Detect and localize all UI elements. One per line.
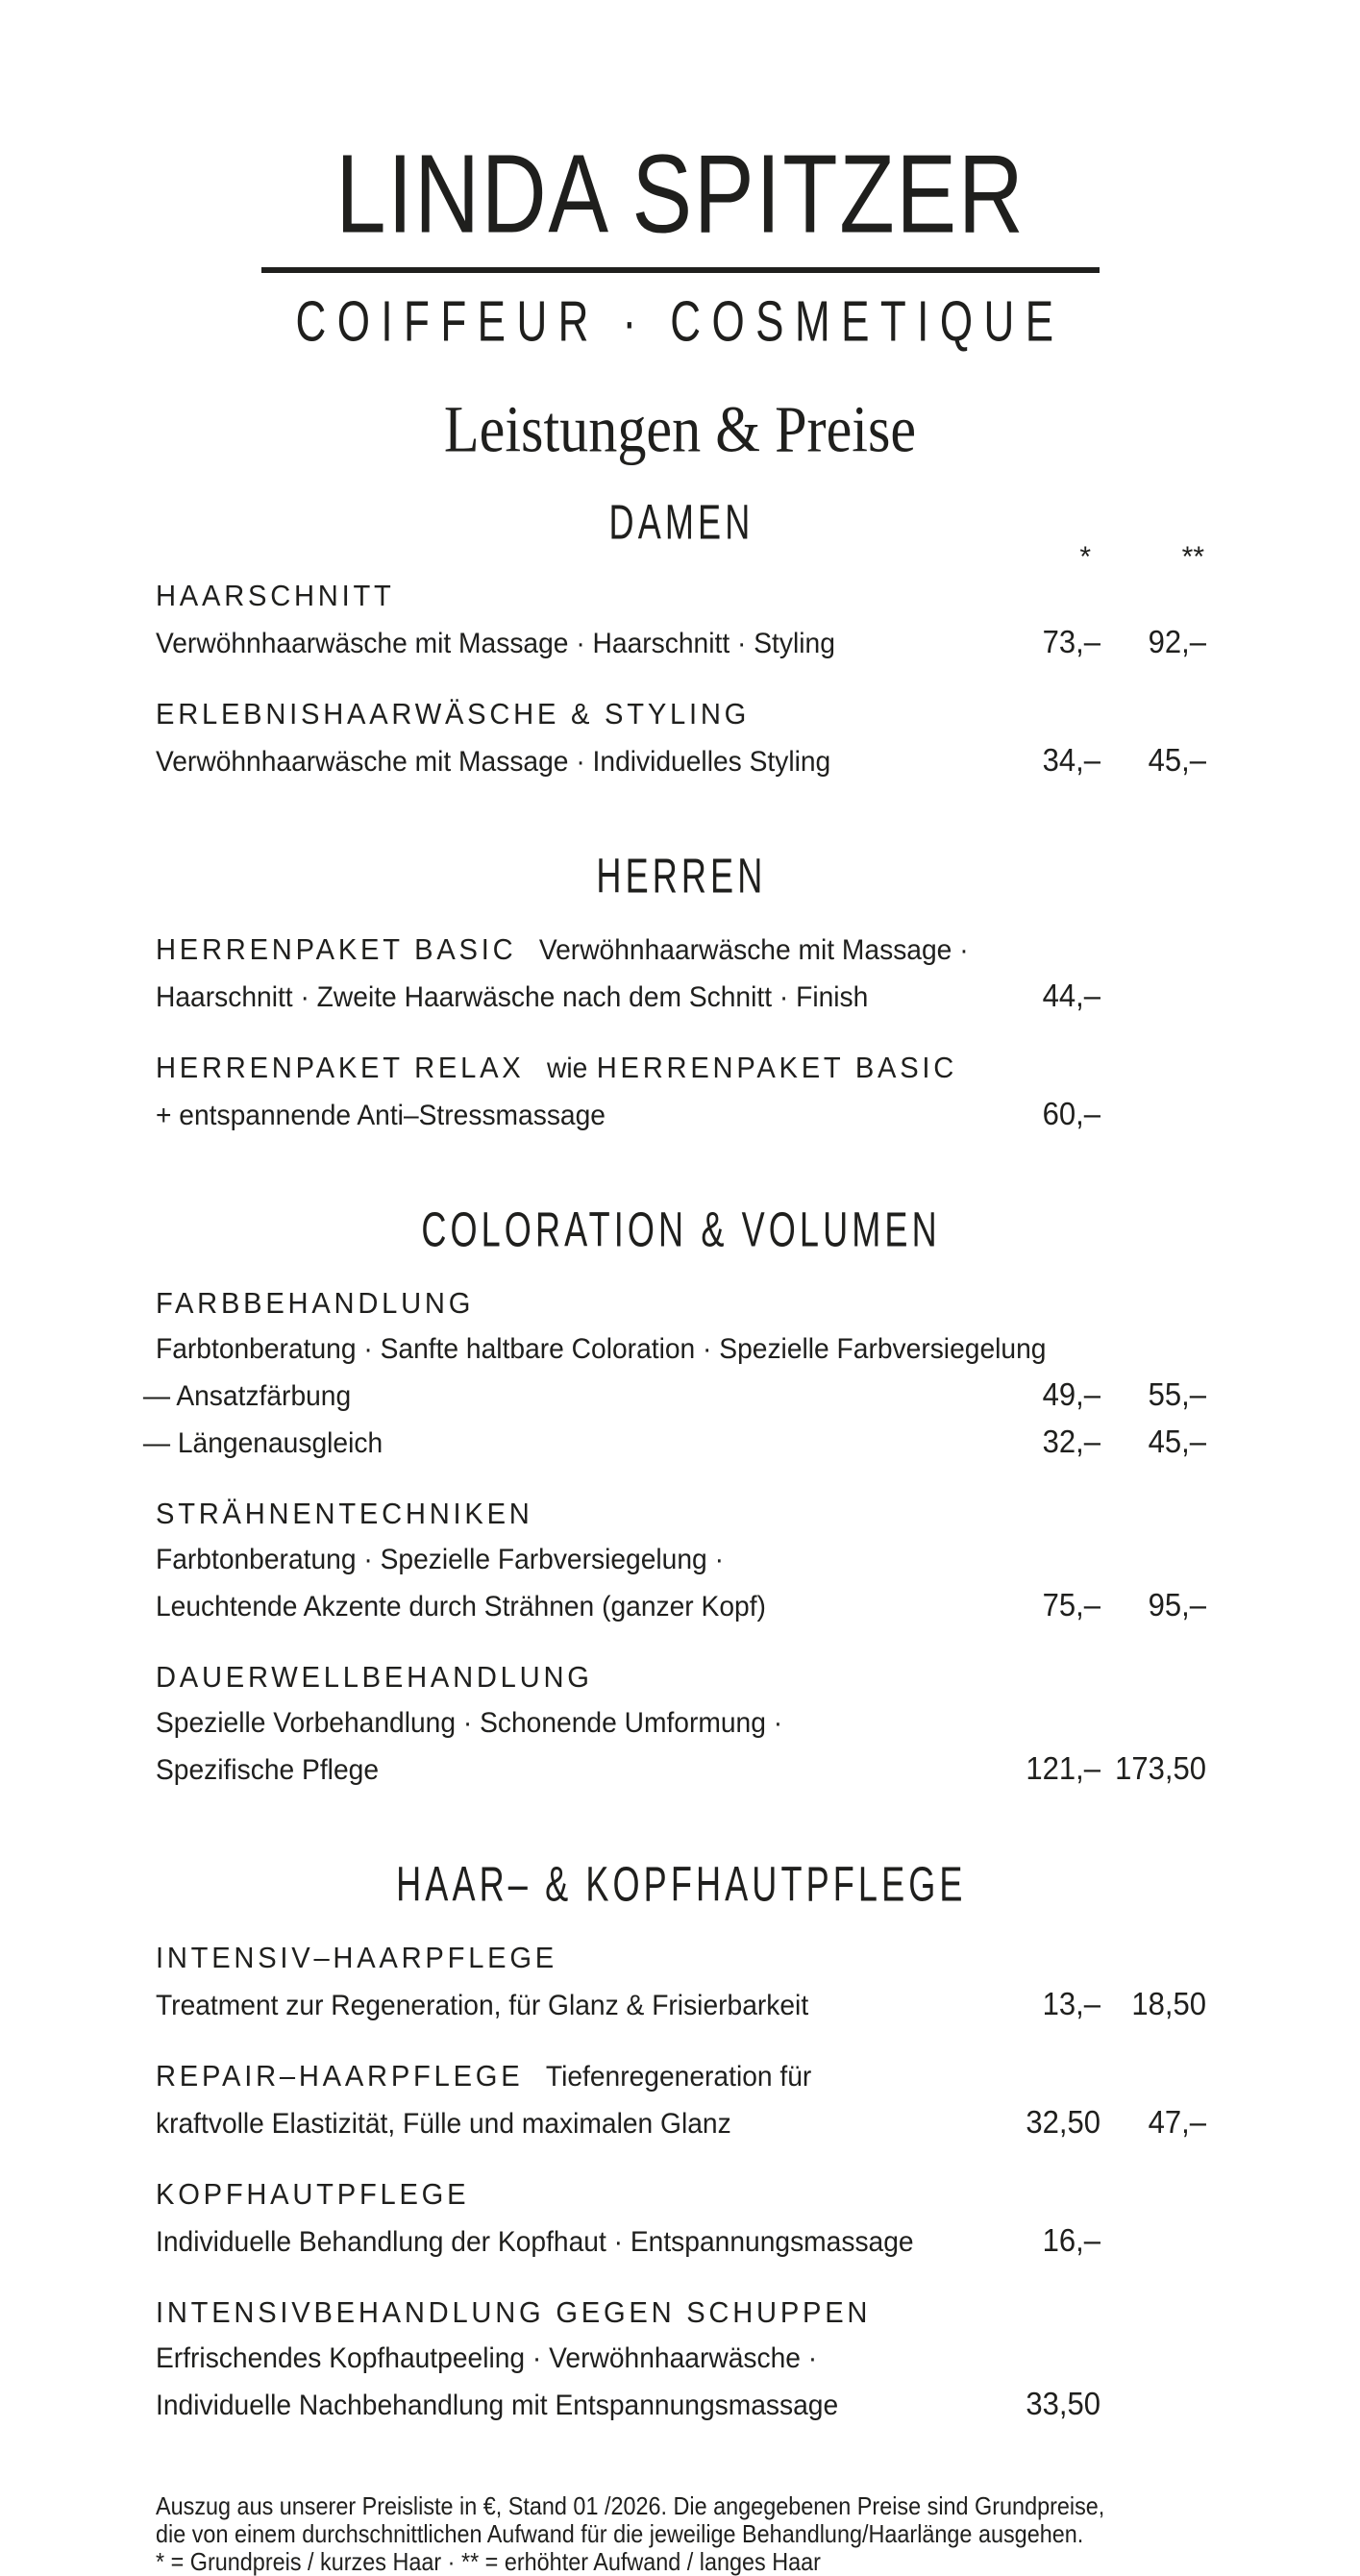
item-title-note-caps: HERRENPAKET BASIC [596, 1051, 958, 1085]
service-text-cell [156, 1703, 962, 1748]
item-title: DAUERWELLBEHANDLUNG [156, 1660, 593, 1695]
service-row [156, 2102, 1206, 2149]
service-row [156, 1494, 1206, 1540]
service-description: Treatment zur Regeneration, für Glanz & Frisierbarkeit [156, 1990, 809, 2022]
service-text-cell [156, 694, 962, 740]
brand-block [0, 0, 1360, 354]
service-text-cell [156, 1938, 962, 1984]
price-short-hair: 73,– [1042, 624, 1100, 660]
footnote-line-3: * = Grundpreis / kurzes Haar · ** = erhöhter Aufwand / langes Haar [156, 2547, 821, 2576]
item-title: HERRENPAKET RELAX [156, 1051, 525, 1085]
service-row [156, 1094, 1206, 1141]
service-row [156, 1540, 1206, 1585]
item-title: INTENSIVBEHANDLUNG GEGEN SCHUPPEN [156, 2295, 872, 2330]
section-items [156, 576, 1206, 787]
short-hair-marker: * [1079, 541, 1091, 574]
service-row [156, 1938, 1206, 1984]
service-description: Individuelle Nachbehandlung mit Entspannungsmassage [156, 2390, 839, 2422]
service-item [156, 2292, 1206, 2431]
price-sections [0, 495, 1360, 2431]
service-item [156, 1048, 1206, 1141]
section-heading: DAMEN [608, 495, 754, 551]
service-text-cell [156, 1587, 962, 1632]
service-text-cell [156, 2174, 962, 2220]
section-heading-row [156, 495, 1206, 574]
service-row [156, 1329, 1206, 1375]
service-item [156, 694, 1206, 787]
section-heading: HAAR– & KOPFHAUTPFLEGE [395, 1857, 967, 1913]
brand-divider [261, 267, 1100, 273]
service-text-cell [156, 624, 962, 669]
item-title: HAARSCHNITT [156, 579, 395, 613]
service-item [156, 576, 1206, 669]
footnote-line-2: die von einem durchschnittlichen Aufwand für die jeweilige Behandlung/Haarlänge ausgehen. [156, 2519, 1084, 2549]
service-item [156, 929, 1206, 1023]
price-long-hair: 18,50 [1131, 1986, 1206, 2022]
service-text-cell [156, 1750, 962, 1796]
service-row [142, 1422, 1206, 1469]
service-item [156, 2174, 1206, 2267]
price-short-hair: 49,– [1042, 1376, 1100, 1413]
service-text-cell [156, 1986, 962, 2031]
section-heading-row [156, 849, 1206, 906]
service-row [156, 2339, 1206, 2384]
service-text-cell [156, 1540, 962, 1585]
service-description: — Längenausgleich [142, 1427, 383, 1460]
service-row [156, 1283, 1206, 1329]
price-short-hair: 75,– [1042, 1587, 1100, 1623]
service-text-cell [156, 2339, 962, 2384]
price-short-hair: 121,– [1026, 1750, 1100, 1787]
section-items [156, 929, 1206, 1141]
brand-name: LINDA SPITZER [334, 131, 1026, 257]
service-text-cell [156, 2104, 962, 2149]
service-row [156, 1585, 1206, 1632]
service-row [156, 1048, 1206, 1094]
service-description: Verwöhnhaarwäsche mit Massage · Haarschnitt · Styling [156, 628, 835, 660]
item-title: ERLEBNISHAARWÄSCHE & STYLING [156, 697, 751, 731]
item-title: HERRENPAKET BASIC [156, 932, 517, 967]
service-description: Spezifische Pflege [156, 1754, 380, 1787]
item-title-note: Verwöhnhaarwäsche mit Massage · [538, 934, 969, 967]
service-text-cell [156, 1283, 962, 1329]
service-description: Verwöhnhaarwäsche mit Massage · Individuelles Styling [156, 746, 831, 779]
brand-subtitle: COIFFEUR · COSMETIQUE [295, 289, 1065, 354]
service-row [156, 2174, 1206, 2220]
service-row [156, 694, 1206, 740]
price-short-hair: 33,50 [1026, 2386, 1100, 2422]
service-item [156, 1494, 1206, 1632]
section-heading: COLORATION & VOLUMEN [421, 1202, 941, 1258]
section-heading-row [156, 1857, 1206, 1915]
service-item [142, 1283, 1206, 1469]
price-short-hair: 44,– [1042, 978, 1100, 1014]
price-column-markers [1014, 543, 1206, 572]
service-description: Farbtonberatung · Sanfte haltbare Coloration · Spezielle Farbversiegelung [156, 1333, 1047, 1366]
service-description: Farbtonberatung · Spezielle Farbversiegelung · [156, 1544, 724, 1576]
long-hair-marker: ** [1181, 541, 1204, 574]
service-row [156, 740, 1206, 787]
service-description: Erfrischendes Kopfhautpeeling · Verwöhnhaarwäsche · [156, 2342, 818, 2375]
service-row [156, 2384, 1206, 2431]
price-short-hair: 32,– [1042, 1424, 1100, 1460]
item-title: STRÄHNENTECHNIKEN [156, 1497, 533, 1531]
service-description: Haarschnitt · Zweite Haarwäsche nach dem Schnitt · Finish [156, 981, 869, 1014]
service-description: + entspannende Anti–Stressmassage [156, 1100, 606, 1132]
price-short-hair: 32,50 [1026, 2104, 1100, 2141]
service-row [156, 929, 1206, 976]
service-text-cell [156, 1096, 962, 1141]
service-item [156, 2056, 1206, 2149]
service-text-cell [156, 1657, 962, 1703]
price-long-hair: 173,50 [1115, 1750, 1206, 1787]
service-row [156, 976, 1206, 1023]
item-title: KOPFHAUTPFLEGE [156, 2177, 470, 2212]
price-long-hair: 55,– [1148, 1376, 1206, 1413]
footnote [156, 2492, 1360, 2576]
service-text-cell [156, 2056, 962, 2102]
item-title: REPAIR–HAARPFLEGE [156, 2059, 524, 2093]
item-title-note: wie [546, 1053, 588, 1085]
service-text-cell [142, 1376, 962, 1422]
service-text-cell [156, 1329, 1046, 1375]
price-long-hair: 95,– [1148, 1587, 1206, 1623]
price-short-hair: 16,– [1042, 2222, 1100, 2259]
service-row [156, 1984, 1206, 2031]
service-item [156, 1657, 1206, 1796]
service-row [156, 576, 1206, 622]
service-item [156, 1938, 1206, 2031]
service-text-cell [156, 2292, 962, 2339]
price-long-hair: 45,– [1148, 1424, 1206, 1460]
service-text-cell [156, 2222, 962, 2267]
service-text-cell [156, 1494, 962, 1540]
price-long-hair: 45,– [1148, 742, 1206, 779]
service-description: — Ansatzfärbung [142, 1380, 352, 1413]
item-title: FARBBEHANDLUNG [156, 1286, 475, 1321]
item-title-note: Tiefenregeneration für [545, 2061, 812, 2093]
service-description: Individuelle Behandlung der Kopfhaut · Entspannungsmassage [156, 2226, 914, 2259]
service-description: Leuchtende Akzente durch Strähnen (ganzer Kopf) [156, 1591, 766, 1623]
section-items [156, 1938, 1206, 2431]
service-row [156, 1748, 1206, 1796]
price-long-hair: 47,– [1148, 2104, 1206, 2141]
price-short-hair: 60,– [1042, 1096, 1100, 1132]
menu-section [156, 1857, 1206, 2431]
price-long-hair: 92,– [1148, 624, 1206, 660]
service-text-cell [142, 1424, 962, 1469]
page-title: Leistungen & Preise [443, 391, 917, 466]
section-heading: HERREN [596, 849, 766, 904]
service-text-cell [156, 929, 969, 976]
service-row [156, 2220, 1206, 2267]
service-text-cell [156, 742, 962, 787]
menu-section [142, 1202, 1206, 1796]
price-short-hair: 34,– [1042, 742, 1100, 779]
menu-section [156, 495, 1206, 787]
service-row [156, 622, 1206, 669]
section-items [142, 1283, 1206, 1796]
item-title: INTENSIV–HAARPFLEGE [156, 1941, 557, 1975]
service-row [156, 1657, 1206, 1703]
service-description: Spezielle Vorbehandlung · Schonende Umformung · [156, 1707, 783, 1740]
menu-section [156, 849, 1206, 1141]
service-row [156, 2056, 1206, 2102]
section-heading-row [156, 1202, 1206, 1260]
service-row [156, 1703, 1206, 1748]
service-row [142, 1375, 1206, 1422]
service-text-cell [156, 576, 962, 622]
footnote-line-1: Auszug aus unserer Preisliste in €, Stand 01 /2026. Die angegebenen Preise sind Grundpreise, [156, 2491, 1105, 2521]
service-text-cell [156, 1048, 962, 1094]
service-row [156, 2292, 1206, 2339]
service-text-cell [156, 2386, 962, 2431]
service-description: kraftvolle Elastizität, Fülle und maximalen Glanz [156, 2108, 731, 2141]
service-text-cell [156, 978, 962, 1023]
price-short-hair: 13,– [1042, 1986, 1100, 2022]
